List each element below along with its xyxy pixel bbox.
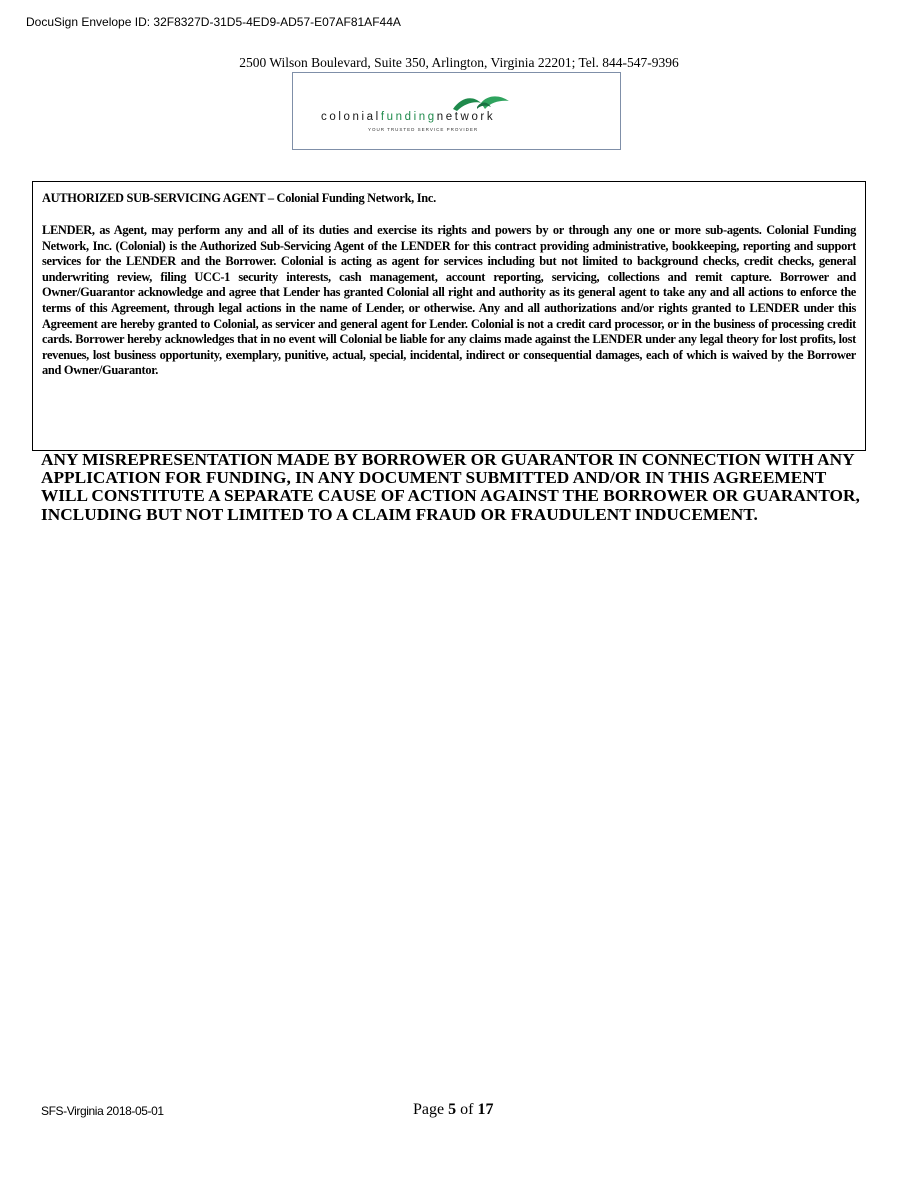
- address-text: 2500 Wilson Boulevard, Suite 350, Arlington, Virginia 22201; Tel. 844-547-9396: [239, 55, 679, 70]
- logo-tagline: YOUR TRUSTED SERVICE PROVIDER: [368, 127, 479, 132]
- logo-word-accent: funding: [380, 111, 437, 123]
- logo-word-prefix: colonial: [321, 111, 381, 123]
- docusign-envelope-id: DocuSign Envelope ID: 32F8327D-31D5-4ED9-AD57-E07AF81AF44A: [26, 15, 401, 29]
- page-word: Page: [413, 1101, 445, 1118]
- logo-inner: [321, 95, 601, 139]
- company-address: [0, 55, 918, 71]
- page-current: 5: [448, 1101, 457, 1118]
- section-body: LENDER, as Agent, may perform any and all of its duties and exercise its rights and powers by or through any one or more sub-agents. Colonial Funding Network, Inc. (Colonial) is the Authorized Sub-Servicing Agent of the LENDER for this contract providing administrative, bookkeeping, reporting and support services for the LENDER and the Borrower. Colonial is acting as agent for services including but not limited to background checks, credit checks, general underwriting review, filing UCC-1 security interests, cash management, account reporting, servicing, collections and remit capture. Borrower and Owner/Guarantor acknowledge and agree that Lender has granted Colonial all right and authority as its general agent to take any and all actions to enforce the terms of this Agreement, through legal actions in the name of Lender, or otherwise. Any and all authorizations and/or rights granted to LENDER under this Agreement are hereby granted to Colonial, as servicer and general agent for Lender. Colonial is not a credit card processor, or in the business of processing credit cards. Borrower hereby acknowledges that in no event will Colonial be liable for any claims made against the LENDER under any legal theory for lost profits, lost revenues, lost business opportunity, exemplary, punitive, actual, special, incidental, indirect or consequential damages, each of which is waived by the Borrower and Owner/Guarantor.: [42, 223, 856, 378]
- section-title: AUTHORIZED SUB-SERVICING AGENT – Colonial Funding Network, Inc.: [42, 191, 436, 205]
- page-total: 17: [477, 1101, 494, 1118]
- misrepresentation-warning: ANY MISREPRESENTATION MADE BY BORROWER OR GUARANTOR IN CONNECTION WITH ANY APPLICATION FOR FUNDING, IN ANY DOCUMENT SUBMITTED AND/OR IN THIS AGREEMENT WILL CONSTITUTE A SEPARATE CAUSE OF ACTION AGAINST THE BORROWER OR GUARANTOR, INCLUDING BUT NOT LIMITED TO A CLAIM FRAUD OR FRAUDULENT INDUCEMENT.: [41, 450, 860, 524]
- company-logo: [292, 72, 621, 150]
- logo-word-suffix: network: [436, 111, 496, 123]
- form-identifier: SFS-Virginia 2018-05-01: [41, 1104, 164, 1118]
- page-number: [413, 1101, 493, 1119]
- page-of: of: [460, 1101, 474, 1118]
- sub-servicing-agent-section: [32, 181, 866, 451]
- logo-wordmark: [321, 111, 495, 123]
